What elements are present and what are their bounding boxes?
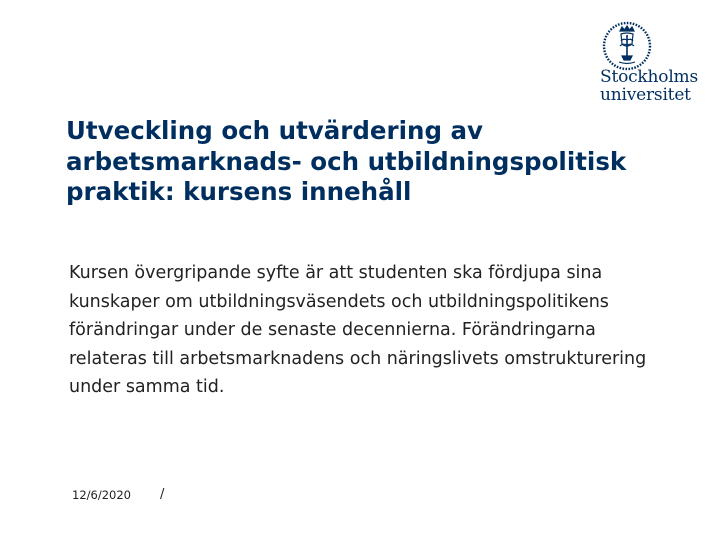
university-seal-icon (599, 18, 655, 74)
wordmark-line-2: universitet (600, 85, 691, 105)
university-wordmark (600, 68, 698, 104)
footer-date: 12/6/2020 (72, 488, 131, 502)
slide-body-text: Kursen övergripande syfte är att studenten ska fördjupa sina kunskaper om utbildningsväsendets och utbildningspolitikens förändringar under de senaste decennierna. Förändringarna relateras till arbetsmarknadens och näringslivets omstrukturering under samma tid. (69, 263, 647, 397)
wordmark-line-1: Stockholms (600, 67, 698, 87)
footer-separator: / (160, 487, 165, 502)
slide-title: Utveckling och utvärdering av arbetsmarknads- och utbildningspolitisk praktik: kursens innehåll (66, 116, 627, 206)
university-logo (596, 18, 706, 108)
